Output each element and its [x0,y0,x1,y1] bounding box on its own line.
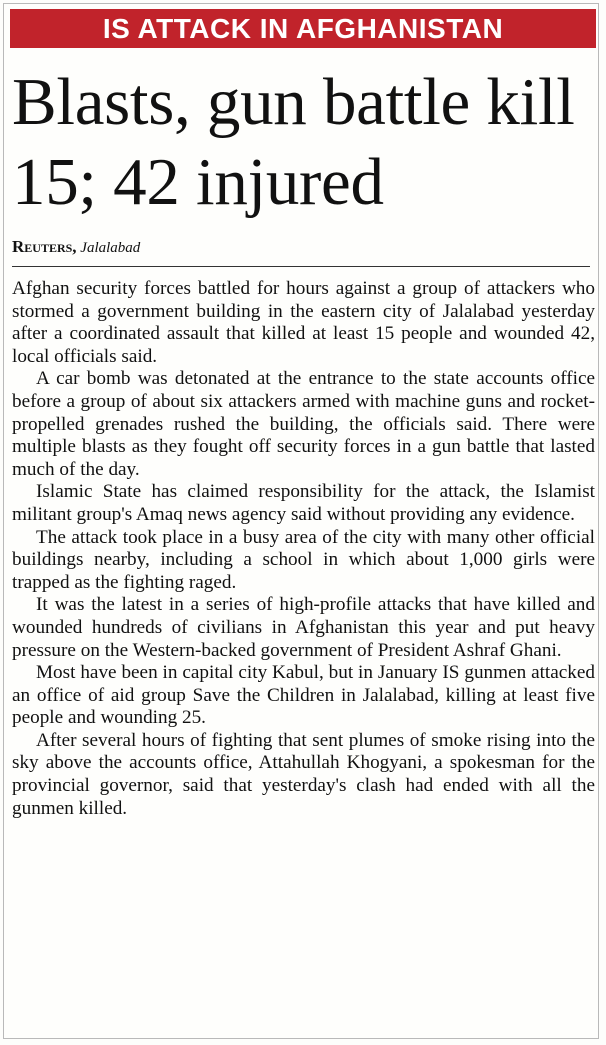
headline: Blasts, gun battle kill 15; 42 injured [12,65,575,219]
byline-agency: Reuters, [12,237,77,256]
section-kicker: IS ATTACK IN AFGHANISTAN [10,9,596,48]
paragraph: It was the latest in a series of high-profile attacks that have killed and wounded hundreds of civilians in Afghanistan this year and put heavy pressure on the Western-backed government of President Ashraf Ghani. [12,594,595,661]
article-body [12,278,595,820]
paragraph: Afghan security forces battled for hours against a group of attackers who stormed a government building in the eastern city of Jalalabad yesterday after a coordinated assault that killed at least 15 people and wounded 42, local officials said. [12,278,595,367]
paragraph: Islamic State has claimed responsibility for the attack, the Islamist militant group's Amaq news agency said without providing any evidence. [12,481,595,525]
byline-location: Jalalabad [80,240,141,256]
byline-divider [12,266,590,267]
paragraph: The attack took place in a busy area of the city with many other official buildings nearby, including a school in which about 1,000 girls were trapped as the fighting raged. [12,526,595,593]
paragraph: After several hours of fighting that sent plumes of smoke rising into the sky above the accounts office, Attahullah Khogyani, a spokesman for the provincial governor, said that yesterday's clash had ended with all the gunmen killed. [12,729,595,819]
news-clipping [3,3,599,1039]
paragraph: Most have been in capital city Kabul, but in January IS gunmen attacked an office of aid group Save the Children in Jalalabad, killing at least five people and wounding 25. [12,662,595,729]
paragraph: A car bomb was detonated at the entrance to the state accounts office before a group of about six attackers armed with machine guns and rocket-propelled grenades rushed the building, the officials said. There were multiple blasts as they fought off security forces in a gun battle that lasted much of the day. [12,368,595,480]
byline [12,237,140,257]
